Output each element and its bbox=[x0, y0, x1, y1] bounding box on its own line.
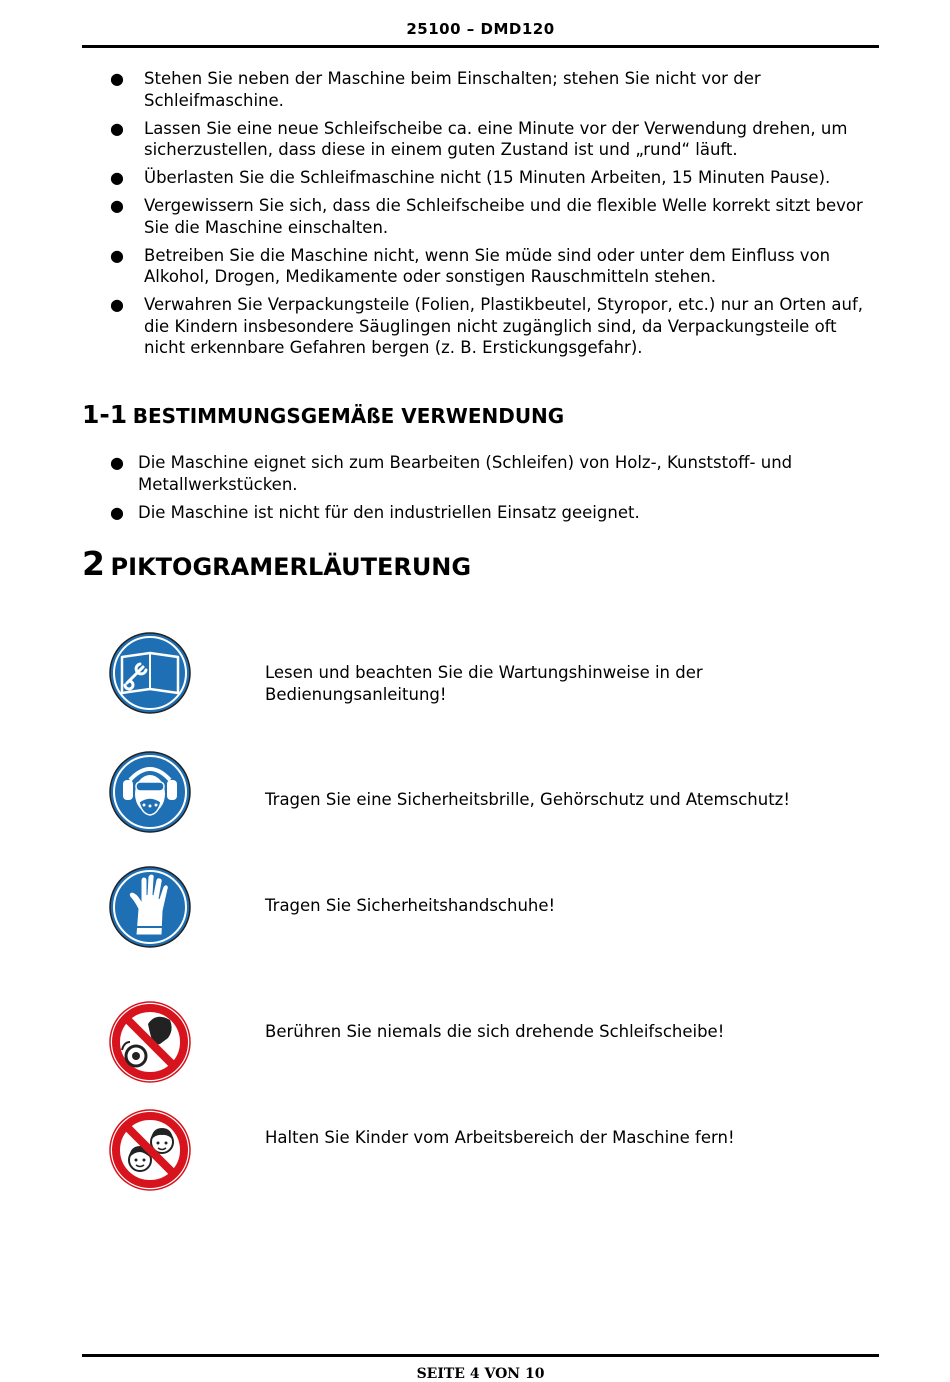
list-item: ● Die Maschine eignet sich zum Bearbeiten (Schleifen) von Holz-, Kunststoff- und Metallwerkstücken. bbox=[110, 453, 793, 494]
pictogram-text: Lesen und beachten Sie die Wartungshinweise in der Bedienungsanleitung! bbox=[265, 663, 703, 704]
pictogram-text: Tragen Sie eine Sicherheitsbrille, Gehörschutz und Atemschutz! bbox=[265, 790, 790, 809]
section-title: BESTIMMUNGSGEMÄßE VERWENDUNG bbox=[132, 404, 565, 428]
no-children-icon bbox=[108, 1108, 192, 1192]
pictogram-text: Tragen Sie Sicherheitshandschuhe! bbox=[265, 896, 556, 915]
pictogram-text: Berühren Sie niemals die sich drehende Schleifscheibe! bbox=[265, 1022, 725, 1041]
list-item: ● Lassen Sie eine neue Schleifscheibe ca. eine Minute vor der Verwendung drehen, um sicherzustellen, dass diese in einem guten Zustand ist und „rund“ läuft. bbox=[110, 118, 848, 159]
list-item: ● Betreiben Sie die Maschine nicht, wenn Sie müde sind oder unter dem Einfluss von Alkohol, Drogen, Medikamente oder sonstigen Rauschmitteln stehen. bbox=[110, 245, 831, 286]
safety-bullet-list bbox=[110, 68, 880, 365]
list-item: ● Stehen Sie neben der Maschine beim Einschalten; stehen Sie nicht vor der Schleifmaschine. bbox=[110, 69, 761, 110]
bullet-icon: ● bbox=[110, 168, 124, 187]
section-title: PIKTOGRAMERLÄUTERUNG bbox=[110, 553, 472, 581]
pictogram-text: Halten Sie Kinder vom Arbeitsbereich der Maschine fern! bbox=[265, 1128, 735, 1147]
bullet-icon: ● bbox=[110, 118, 124, 138]
list-item: ● Überlasten Sie die Schleifmaschine nicht (15 Minuten Arbeiten, 15 Minuten Pause). bbox=[110, 168, 831, 187]
bullet-icon: ● bbox=[110, 502, 124, 522]
section-heading-1-1 bbox=[82, 400, 564, 429]
no-touching-rotating-disc-icon bbox=[108, 1000, 192, 1084]
section-number: 2 bbox=[82, 544, 105, 583]
bullet-icon: ● bbox=[110, 245, 124, 265]
bullet-icon: ● bbox=[110, 196, 124, 215]
bullet-icon: ● bbox=[110, 295, 124, 314]
section-number: 1-1 bbox=[82, 400, 128, 429]
read-manual-maintenance-icon bbox=[108, 631, 192, 715]
usage-bullet-list bbox=[110, 452, 880, 530]
page-number: SEITE 4 VON 10 bbox=[416, 1366, 545, 1382]
document-code: 25100 – DMD120 bbox=[406, 20, 555, 38]
wear-gloves-icon bbox=[108, 865, 192, 949]
header-divider bbox=[82, 45, 879, 48]
list-item: ● Verwahren Sie Verpackungsteile (Folien, Plastikbeutel, Styropor, etc.) nur an Orten auf, die Kindern insbesondere Säuglingen nicht zugänglich sind, da Verpackungsteile oft nicht erkennbare Gefahren bergen (z. B. Erstickungsgefahr). bbox=[110, 295, 864, 357]
list-item: ● Vergewissern Sie sich, dass die Schleifscheibe und die flexible Welle korrekt sitzt bevor Sie die Maschine einschalten. bbox=[110, 196, 863, 237]
wear-goggles-ear-mask-icon bbox=[108, 750, 192, 834]
bullet-icon: ● bbox=[110, 69, 124, 88]
list-item: ● Die Maschine ist nicht für den industriellen Einsatz geeignet. bbox=[110, 502, 640, 522]
bullet-icon: ● bbox=[110, 453, 124, 472]
section-heading-2 bbox=[82, 544, 471, 583]
footer-divider bbox=[82, 1354, 879, 1357]
